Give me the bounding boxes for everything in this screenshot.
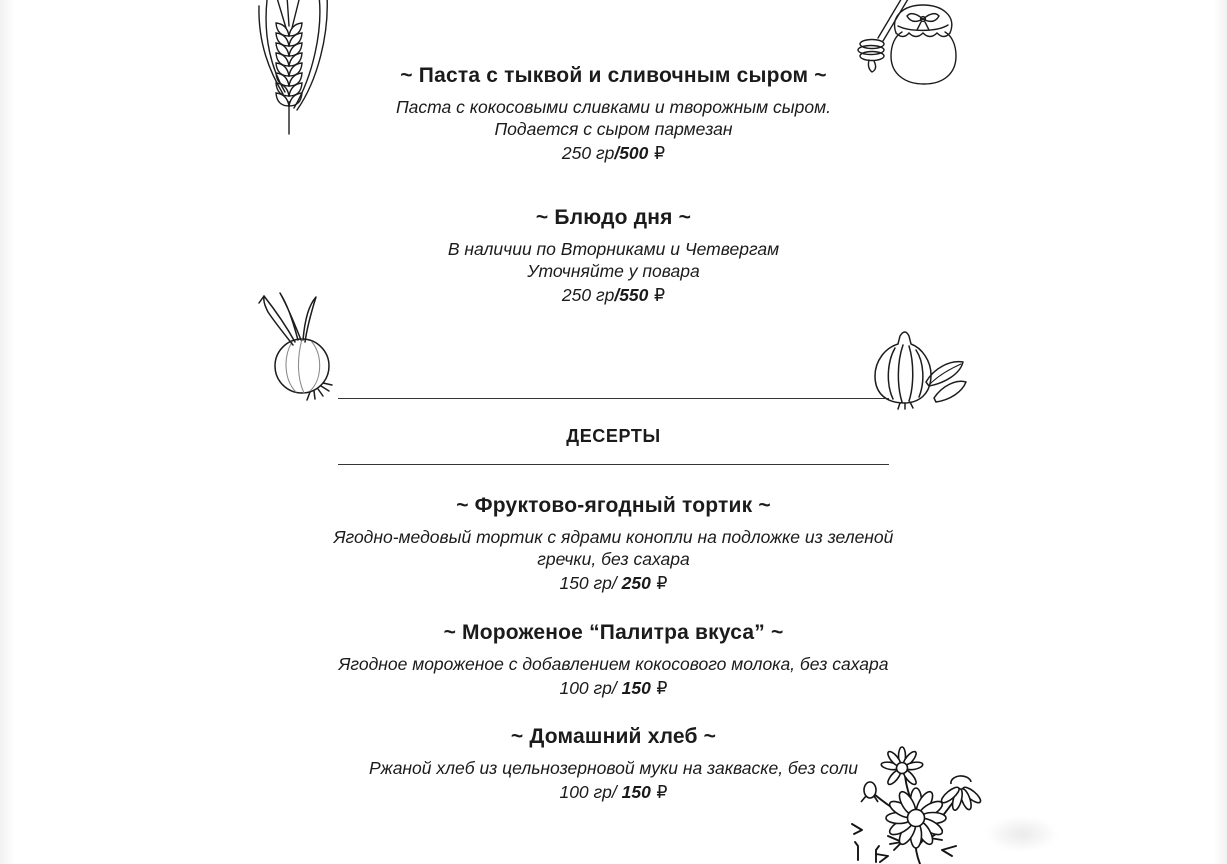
faint-watermark <box>986 816 1058 852</box>
menu-item-description: Ржаной хлеб из цельнозерновой муки на закваске, без соли <box>368 758 859 778</box>
menu-item-description-2: Уточняйте у повара <box>527 261 700 281</box>
price-value: /550 <box>614 285 649 305</box>
menu-item-price <box>0 142 1227 165</box>
menu-item-dish-of-day <box>0 206 1227 307</box>
ruble-sign: ₽ <box>648 144 666 164</box>
price-quantity: 250 гр <box>561 285 615 305</box>
price-value: /500 <box>614 143 649 163</box>
menu-item-title: ~ Паста с тыквой и сливочным сыром ~ <box>400 64 827 87</box>
menu-item-bread <box>0 725 1227 804</box>
price-value: 150 <box>621 678 651 698</box>
ruble-sign: ₽ <box>650 783 668 803</box>
price-value: 250 <box>621 573 651 593</box>
menu-item-price <box>0 572 1227 595</box>
price-quantity: 150 гр/ <box>559 573 622 593</box>
section-header-desserts: ДЕСЕРТЫ <box>566 426 661 446</box>
menu-item-description: Ягодное мороженое с добавлением кокосового молока, без сахара <box>338 654 889 674</box>
menu-item-ice-cream <box>0 621 1227 700</box>
section-divider-top: __________________________________________________________________ <box>338 383 889 400</box>
menu-item-description: Паста с кокосовыми сливками и творожным сыром. Подается с сыром пармезан <box>396 97 831 139</box>
price-quantity: 100 гр/ <box>559 678 622 698</box>
ruble-sign: ₽ <box>650 574 668 594</box>
menu-item-price <box>0 677 1227 700</box>
menu-item-title: ~ Блюдо дня ~ <box>535 206 692 229</box>
menu-item-berry-cake <box>0 494 1227 595</box>
ruble-sign: ₽ <box>650 679 668 699</box>
menu-item-price <box>0 284 1227 307</box>
section-divider-bottom: __________________________________________________________________ <box>338 449 889 466</box>
menu-item-title: ~ Фруктово-ягодный тортик ~ <box>456 494 771 517</box>
menu-item-price <box>0 781 1227 804</box>
ruble-sign: ₽ <box>648 286 666 306</box>
menu-item-title: ~ Домашний хлеб ~ <box>510 725 717 748</box>
menu-item-title: ~ Мороженое “Палитра вкуса” ~ <box>443 621 784 644</box>
price-quantity: 100 гр/ <box>559 782 622 802</box>
price-value: 150 <box>621 782 651 802</box>
price-quantity: 250 гр <box>561 143 615 163</box>
menu-item-description: Ягодно-медовый тортик с ядрами конопли на подложке из зеленой гречки, без сахара <box>333 527 894 569</box>
menu-item-description: В наличии по Вторниками и Четвергам <box>447 239 780 259</box>
menu-item-pasta <box>0 64 1227 165</box>
